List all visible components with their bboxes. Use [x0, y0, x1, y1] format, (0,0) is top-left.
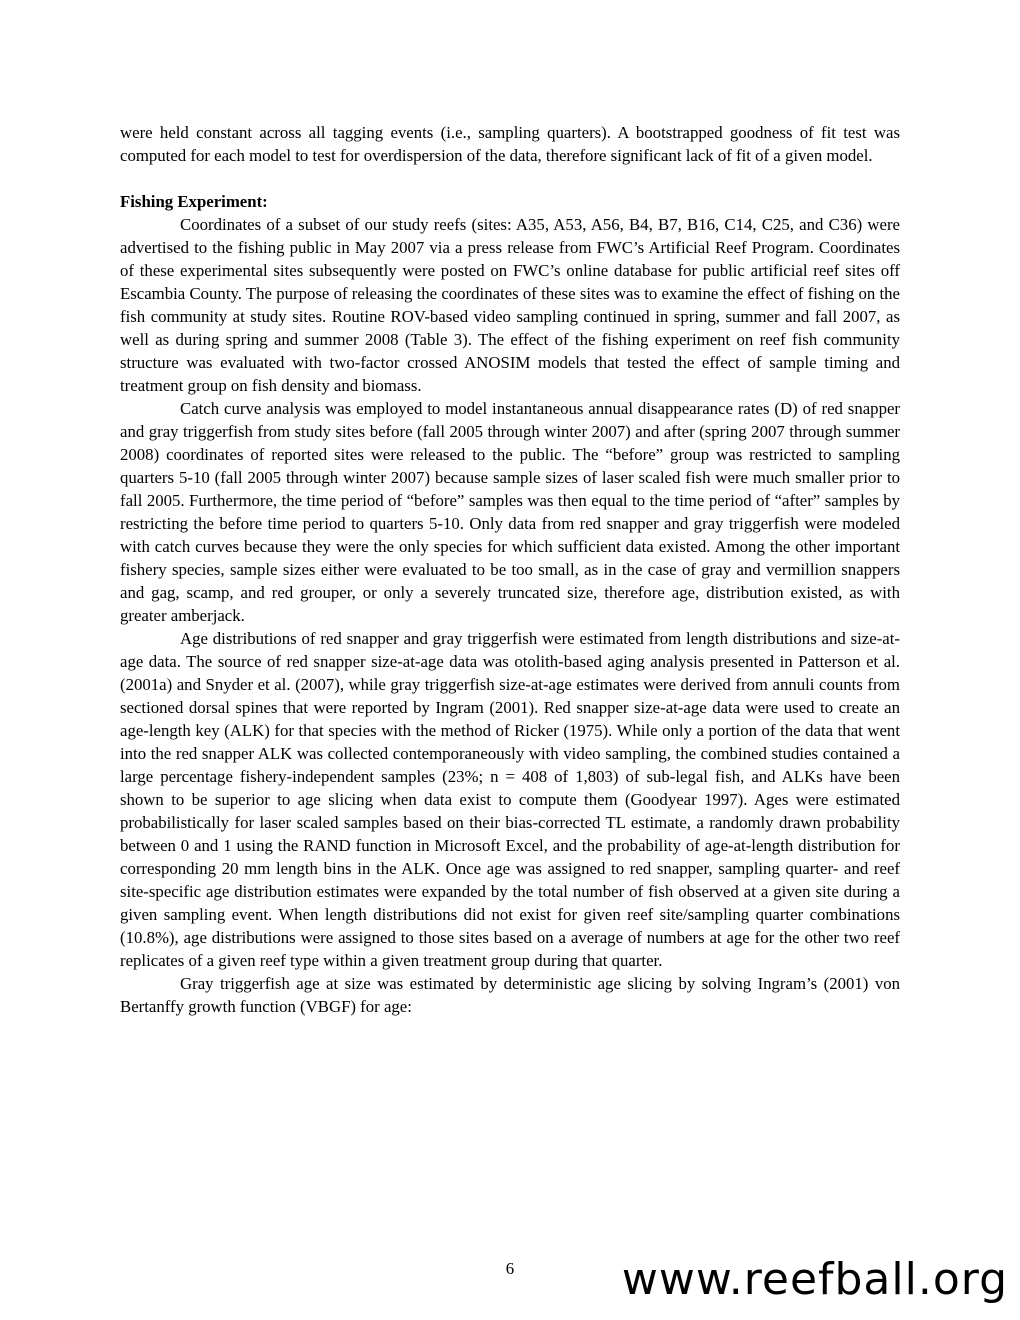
paragraph-continuation: were held constant across all tagging events (i.e., sampling quarters). A bootstrapped goodness of fit test was computed for each model to test for overdispersion of the data, therefore significant lack of fit of a given model. — [120, 123, 900, 165]
section-heading: Fishing Experiment: — [120, 192, 268, 211]
watermark-url: www.reefball.org — [621, 1254, 1008, 1305]
page-number: 6 — [505, 1259, 515, 1278]
paragraph-coordinates: Coordinates of a subset of our study reefs (sites: A35, A53, A56, B4, B7, B16, C14, C25, and C36) were advertised to the fishing public in May 2007 via a press release from FWC’s Artificial Reef Program. Coordinates of these experimental sites subsequently were posted on FWC’s online database for public artificial reef sites off Escambia County. The purpose of releasing the coordinates of these sites was to examine the effect of fishing on the fish community at study sites. Routine ROV-based video sampling continued in spring, summer and fall 2007, as well as during spring and summer 2008 (Table 3). The effect of the fishing experiment on reef fish community structure was evaluated with two-factor crossed ANOSIM models that tested the effect of sample timing and treatment group on fish density and biomass. — [120, 215, 900, 395]
body-text — [120, 121, 900, 1018]
paragraph-catch-curve: Catch curve analysis was employed to model instantaneous annual disappearance rates (D) of red snapper and gray triggerfish from study sites before (fall 2005 through winter 2007) and after (spring 2007 through summer 2008) coordinates of reported sites were released to the public. The “before” group was restricted to sampling quarters 5-10 (fall 2005 through winter 2007) because sample sizes of laser scaled fish were much smaller prior to fall 2005. Furthermore, the time period of “before” samples was then equal to the time period of “after” samples by restricting the before time period to quarters 5-10. Only data from red snapper and gray triggerfish were modeled with catch curves because they were the only species for which sufficient data existed. Among the other important fishery species, sample sizes either were evaluated to be too small, as in the case of gray and vermillion snappers and gag, scamp, and red grouper, or only a severely truncated size, therefore age, distribution existed, as with greater amberjack. — [120, 399, 900, 625]
paragraph-gap — [120, 167, 900, 190]
paragraph-age-distributions: Age distributions of red snapper and gray triggerfish were estimated from length distributions and size-at-age data. The source of red snapper size-at-age data was otolith-based aging analysis presented in Patterson et al. (2001a) and Snyder et al. (2007), while gray triggerfish size-at-age estimates were derived from annuli counts from sectioned dorsal spines that were reported by Ingram (2001). Red snapper size-at-age data were used to create an age-length key (ALK) for that species with the method of Ricker (1975). While only a portion of the data that went into the red snapper ALK was collected contemporaneously with video sampling, the combined studies contained a large percentage fishery-independent samples (23%; n = 408 of 1,803) of sub-legal fish, and ALKs have been shown to be superior to age slicing when data exist to compute them (Goodyear 1997). Ages were estimated probabilistically for laser scaled samples based on their bias-corrected TL estimate, a randomly drawn probability between 0 and 1 using the RAND function in Microsoft Excel, and the probability of age-at-length distribution for corresponding 20 mm length bins in the ALK. Once age was assigned to red snapper, sampling quarter- and reef site-specific age distribution estimates were expanded by the total number of fish observed at a given site during a given sampling event. When length distributions did not exist for given reef site/sampling quarter combinations (10.8%), age distributions were assigned to those sites based on a average of numbers at age for the other two reef replicates of a given reef type within a given treatment group during that quarter. — [120, 629, 900, 970]
paragraph-gray-triggerfish: Gray triggerfish age at size was estimated by deterministic age slicing by solving Ingram’s (2001) von Bertanffy growth function (VBGF) for age: — [120, 974, 900, 1016]
